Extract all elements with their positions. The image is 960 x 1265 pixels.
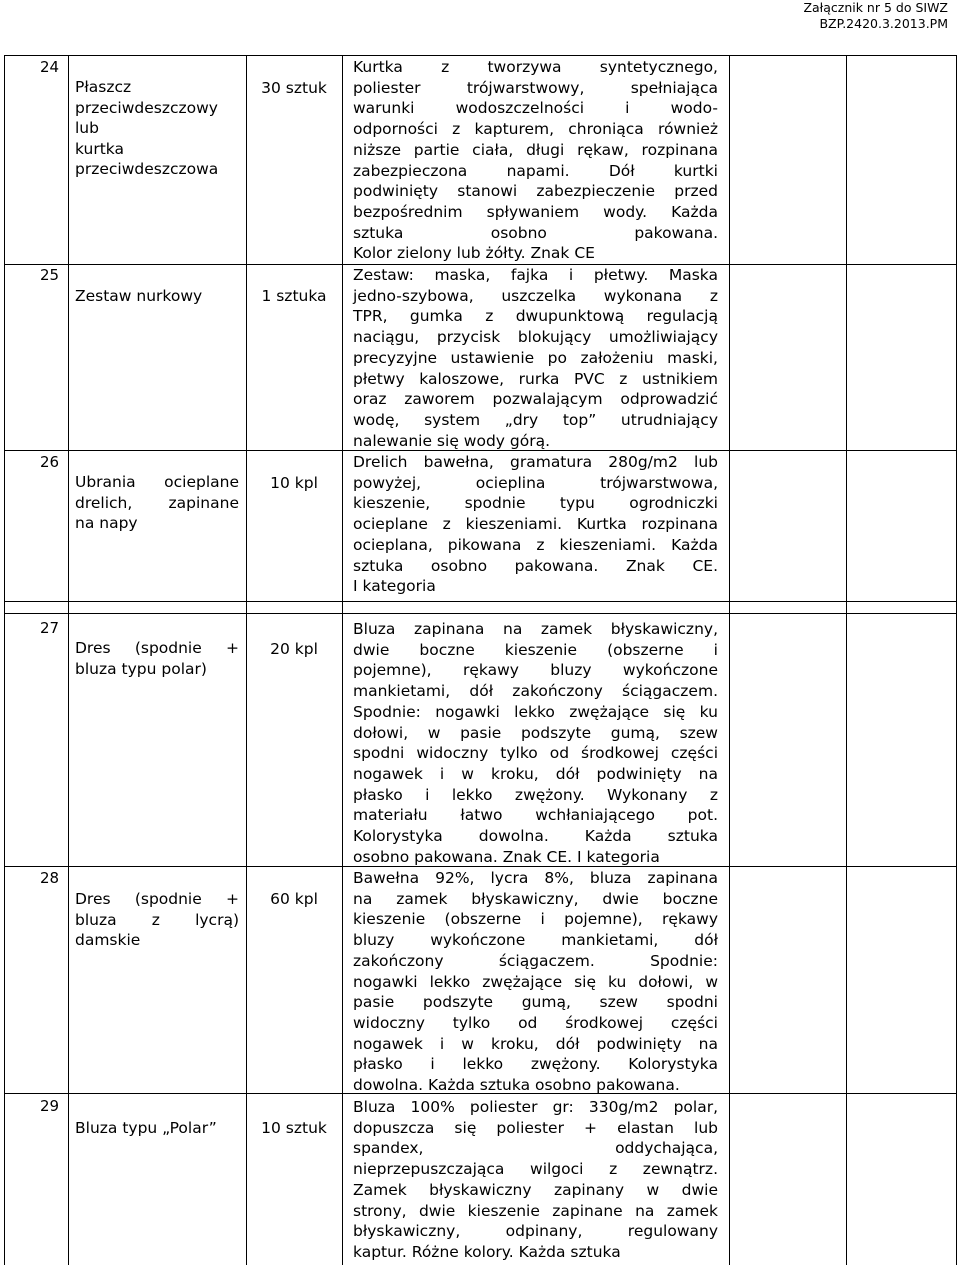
description-line: błyskawiczny, odpinany, regulowany — [353, 1222, 718, 1241]
item-name — [75, 472, 239, 534]
description-line: powyżej, ocieplina trójwarstwowa, — [353, 473, 718, 492]
description-line: płasko i lekko zwężony. Wykonany z — [353, 785, 718, 804]
description-line: spodni widoczny tylko od środkowej części — [353, 744, 718, 763]
description-line: wodę, system „dry top” utrudniający — [353, 410, 718, 429]
description-line: dwie boczne kieszenie (obszerne i — [353, 640, 718, 659]
description-line: dopuszcza się poliester + elastan lub — [353, 1118, 718, 1137]
description-line: Zestaw: maska, fajka i płetwy. Maska — [353, 266, 718, 284]
item-name-line: Ubrania ocieplane — [75, 473, 239, 491]
description-line: Bluza zapinana na zamek błyskawiczny, — [353, 620, 718, 638]
item-name-line: lub — [75, 119, 99, 138]
description-line: Spodnie: nogawki lekko zwężające się ku — [353, 702, 718, 721]
description-line: jedno-szybowa, uszczelka wykonana z — [353, 286, 718, 305]
item-description — [353, 265, 718, 451]
description-line: bezpośrednim spływaniem wody. Każda — [353, 202, 718, 221]
item-name — [75, 77, 239, 180]
item-description — [353, 868, 718, 1096]
description-line: niższe partie ciała, długi rękaw, rozpinana — [353, 140, 718, 159]
description-line: na zamek błyskawiczny, dwie boczne — [353, 889, 718, 908]
row-number: 25 — [40, 266, 60, 284]
table-border — [4, 613, 957, 614]
item-name-line: bluza typu polar) — [75, 659, 207, 678]
description-line: pojemne), rękawy bluzy wykończone — [353, 661, 718, 680]
table-border — [246, 55, 247, 1265]
description-line: ocieplana, pikowana z kieszeniami. Każda — [353, 535, 718, 554]
description-line: naciągu, przycisk blokujący umożliwiający — [353, 328, 718, 347]
description-line: TPR, gumka z dwupunktową regulacją — [353, 307, 718, 326]
description-line: poliester trójwarstwowy, spełniająca — [353, 78, 718, 97]
description-line: Drelich bawełna, gramatura 280g/m2 lub — [353, 453, 718, 471]
item-name-line: bluza z lycrą) — [75, 910, 239, 929]
item-name-line: przeciwdeszczowy — [75, 98, 218, 117]
description-line: oraz zaworem pozwalającym odprowadzić — [353, 390, 718, 409]
item-name-line: Zestaw nurkowy — [75, 287, 203, 305]
item-name — [75, 1118, 239, 1139]
item-name-line: drelich, zapinane — [75, 493, 239, 512]
item-quantity: 60 kpl — [270, 890, 318, 908]
description-line: mankietami, dół zakończony ściągaczem. — [353, 682, 718, 701]
item-name-line: przeciwdeszczowa — [75, 160, 219, 179]
description-line: Zamek błyskawiczny zapinany w dwie — [353, 1180, 718, 1199]
description-line: nogawek i w kroku, dół podwinięty na — [353, 764, 718, 783]
description-line: warunki wodoszczelności i wodo- — [353, 99, 718, 118]
description-line: Bluza 100% poliester gr: 330g/m2 polar, — [353, 1098, 718, 1116]
row-number: 24 — [40, 58, 60, 76]
item-name-line: Bluza typu „Polar” — [75, 1119, 217, 1137]
description-line: Kurtka z tworzywa syntetycznego, — [353, 58, 718, 76]
description-line: nogawki lekko zwężające się ku dołowi, w — [353, 972, 718, 991]
item-name — [75, 638, 239, 679]
item-quantity: 30 sztuk — [261, 79, 327, 97]
table-border — [4, 601, 957, 602]
table-border — [729, 55, 730, 1265]
description-line: płasko i lekko zwężony. Kolorystyka — [353, 1055, 718, 1074]
description-line: Kolorystyka dowolna. Każda sztuka — [353, 827, 718, 846]
table-border — [342, 55, 343, 1265]
table-border — [846, 55, 847, 1265]
description-line: osobno pakowana. Znak CE. I kategoria — [353, 847, 660, 866]
row-number: 27 — [40, 619, 60, 637]
row-number: 28 — [40, 869, 60, 887]
item-name-line: Dres (spodnie + — [75, 890, 239, 908]
item-description — [353, 57, 718, 264]
description-line: podwinięty stanowi zabezpieczenie przed — [353, 182, 718, 201]
item-quantity: 20 kpl — [270, 640, 318, 658]
description-line: Bawełna 92%, lycra 8%, bluza zapinana — [353, 869, 718, 887]
description-line: płetwy kaloszowe, rurka PVC z ustnikiem — [353, 369, 718, 388]
description-line: pasie podszyte gumą, szew spodni — [353, 993, 718, 1012]
item-name — [75, 889, 239, 951]
item-quantity: 1 sztuka — [261, 287, 327, 305]
item-name — [75, 286, 239, 307]
table-border — [68, 55, 69, 1265]
item-name-line: na napy — [75, 514, 138, 533]
description-line: dowolna. Każda sztuka osobno pakowana. — [353, 1076, 680, 1095]
table-border — [4, 55, 957, 56]
reference-number: BZP.2420.3.2013.PM — [819, 16, 948, 31]
description-line: kieszenie (obszerne i pojemne), rękawy — [353, 910, 718, 929]
item-name-line: kurtka — [75, 139, 124, 158]
description-line: zakończony ściągaczem. Spodnie: — [353, 951, 718, 970]
description-line: sztuka osobno pakowana. — [353, 223, 718, 242]
description-line: bluzy wykończone mankietami, dół — [353, 931, 718, 950]
row-number: 29 — [40, 1097, 60, 1115]
description-line: widoczny tylko od środkowej części — [353, 1013, 718, 1032]
description-line: odporności z kapturem, chroniąca również — [353, 120, 718, 139]
description-line: precyzyjne ustawienie po założeniu maski, — [353, 348, 718, 367]
description-line: zabezpieczona napami. Dół kurtki — [353, 161, 718, 180]
item-name-line: Płaszcz — [75, 78, 132, 96]
description-line: dołowi, w pasie podszyte gumą, szew — [353, 723, 718, 742]
item-description — [353, 1097, 718, 1263]
table-border — [956, 55, 957, 1265]
description-line: strony, dwie kieszenie zapinane na zamek — [353, 1201, 718, 1220]
description-line: nalewanie się wody górą. — [353, 431, 550, 450]
row-number: 26 — [40, 453, 60, 471]
item-name-line: Dres (spodnie + — [75, 639, 239, 657]
table-border — [4, 55, 5, 1265]
description-line: ocieplane z kieszeniami. Kurtka rozpinana — [353, 515, 718, 534]
description-line: nogawek i w kroku, dół podwinięty na — [353, 1034, 718, 1053]
description-line: kaptur. Różne kolory. Każda sztuka — [353, 1242, 621, 1261]
item-quantity: 10 kpl — [270, 474, 318, 492]
description-line: nieprzepuszczająca wilgoci z zewnątrz. — [353, 1160, 718, 1179]
description-line: I kategoria — [353, 577, 436, 596]
item-name-line: damskie — [75, 931, 141, 950]
description-line: spandex, oddychająca, — [353, 1139, 718, 1158]
item-description — [353, 619, 718, 867]
annex-label: Załącznik nr 5 do SIWZ — [803, 0, 948, 15]
item-description — [353, 452, 718, 597]
description-line: materiału łatwo wchłaniającego pot. — [353, 806, 718, 825]
description-line: kieszenie, spodnie typu ogrodniczki — [353, 494, 718, 513]
description-line: Kolor zielony lub żółty. Znak CE — [353, 244, 595, 263]
item-quantity: 10 sztuk — [261, 1119, 327, 1137]
description-line: sztuka osobno pakowana. Znak CE. — [353, 556, 718, 575]
